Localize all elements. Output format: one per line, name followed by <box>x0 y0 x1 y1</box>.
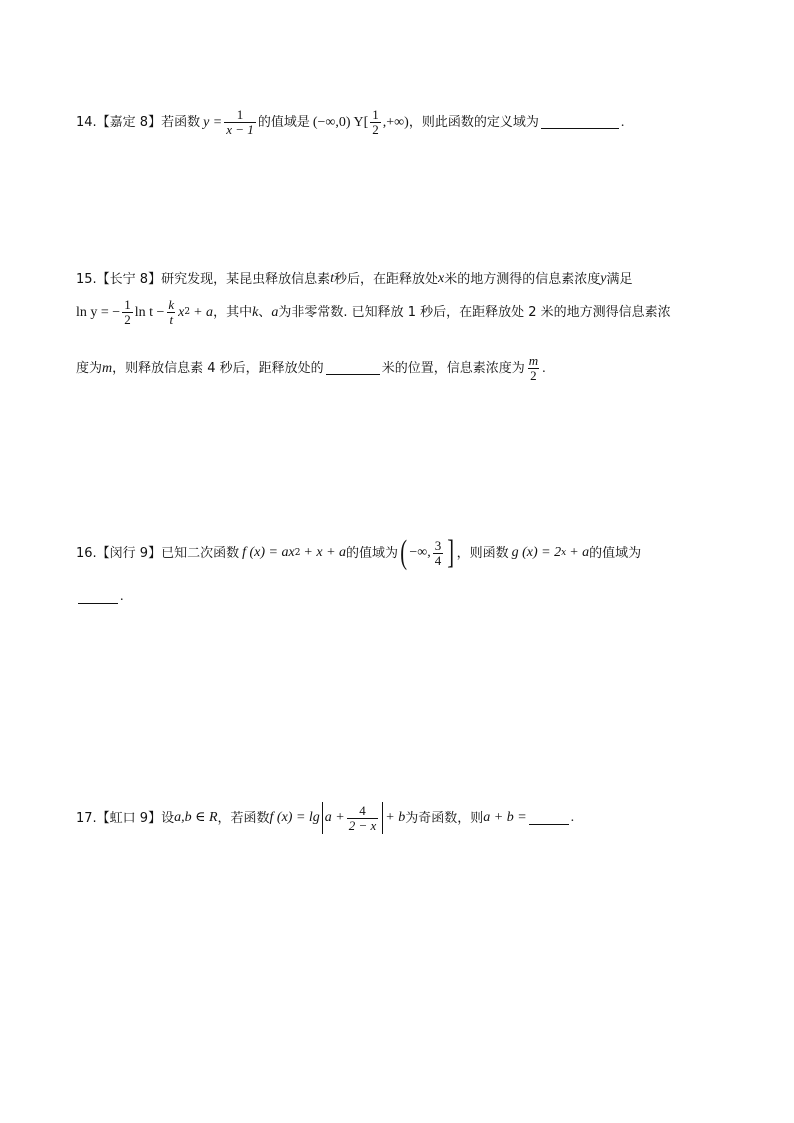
fraction-k-over-t <box>166 298 176 327</box>
answer-blank[interactable] <box>541 116 619 129</box>
answer-blank[interactable] <box>529 812 569 825</box>
problem-17-text: 为奇函数，则 <box>405 810 484 826</box>
variable-y: y <box>600 271 607 286</box>
variable-a: a <box>271 304 279 320</box>
fraction-1-over-x-minus-1 <box>224 108 256 137</box>
fraction-numerator: 1 <box>236 107 244 122</box>
function-f: f (x) = ax <box>242 545 295 560</box>
problem-16-text: 的值域为 <box>589 545 642 561</box>
exponent: 2 <box>184 307 191 317</box>
problem-17-text: 设 <box>161 810 175 826</box>
problem-15-text: 、 <box>258 305 272 320</box>
problem-14-text-1: 若函数 <box>161 115 201 130</box>
problem-17-label: 17.【虹口 9】 <box>76 810 162 826</box>
problem-14-text-3: ，则此函数的定义域为 <box>408 115 539 130</box>
fraction-numerator: m <box>528 353 539 368</box>
problem-15-label: 15.【长宁 8】 <box>76 271 162 287</box>
variable-t: t <box>330 271 334 286</box>
variable-k: k <box>252 304 259 320</box>
neg-infinity: −∞, <box>409 545 431 560</box>
function-g-rest: + a <box>569 545 590 560</box>
variable-m: m <box>102 360 113 376</box>
fraction-denominator: 4 <box>434 552 442 568</box>
variable-x: x <box>178 304 185 320</box>
problem-15-text: ，则释放信息素 4 秒后，距释放处的 <box>112 361 324 376</box>
period: . <box>120 589 124 604</box>
problem-16-label: 16.【闵行 9】 <box>76 545 162 561</box>
range-part-b: ,+∞) <box>382 114 409 130</box>
expr-plus-b: + b <box>385 810 406 825</box>
period: . <box>570 810 575 825</box>
problem-16-text: 已知二次函数 <box>161 545 240 561</box>
fraction-denominator: x − 1 <box>226 122 254 137</box>
fraction-numerator: 1 <box>124 297 131 312</box>
fraction-denominator: t <box>169 312 174 327</box>
exponent: 2 <box>294 547 301 558</box>
abs-bar-right <box>382 802 383 834</box>
function-y: y = <box>203 114 223 130</box>
answer-blank[interactable] <box>78 591 118 604</box>
problem-15-text: ，其中 <box>213 305 253 320</box>
problem-16-text: ，则函数 <box>456 545 509 561</box>
period: . <box>542 360 546 376</box>
function-g: g (x) = 2 <box>511 545 562 560</box>
expr-a-plus-b: a + b = <box>483 810 527 825</box>
fraction-denominator: 2 <box>124 312 131 327</box>
condition-a-b: a,b ∈ R <box>174 810 218 825</box>
problem-15-text: 度为 <box>76 361 103 376</box>
fraction-denominator: 2 <box>372 122 379 137</box>
problem-16-text: 的值域为 <box>346 545 399 561</box>
function-f-rest: + x + a <box>303 545 347 560</box>
fraction-one-half <box>122 298 133 327</box>
fraction-numerator: 3 <box>434 537 442 553</box>
fraction-one-half <box>370 108 381 137</box>
variable-x: x <box>438 271 445 286</box>
problem-14-text-2: 的值域是 <box>257 115 310 130</box>
period: . <box>620 114 625 130</box>
equation-ln-t: ln t − <box>134 304 165 320</box>
problem-15-text: 米的位置，信息素浓度为 <box>381 361 525 376</box>
right-bracket: ] <box>447 534 455 571</box>
equation-ln-y: ln y = − <box>76 304 121 320</box>
fraction-4-over-2-minus-x <box>347 804 379 833</box>
abs-bar-left <box>322 802 323 834</box>
exponent: x <box>561 547 567 558</box>
expr-a-plus: a + <box>324 810 345 825</box>
fraction-m-over-2 <box>527 354 540 383</box>
function-f: f (x) = lg <box>269 810 320 825</box>
range-part-a: (−∞,0) Y[ <box>312 114 369 130</box>
problem-14-label: 14.【嘉定 8】 <box>76 115 162 130</box>
problem-15-text: 满足 <box>606 271 633 287</box>
fraction-denominator: 2 − x <box>348 817 377 833</box>
fraction-numerator: 1 <box>372 107 379 122</box>
problem-15-text: 米的地方测得的信息素浓度 <box>444 271 601 287</box>
fraction-numerator: k <box>168 297 175 312</box>
answer-blank[interactable] <box>326 362 380 375</box>
problem-15-text: 研究发现，某昆虫释放信息素 <box>161 271 331 287</box>
problem-17-text: ，若函数 <box>217 810 270 826</box>
fraction-denominator: 2 <box>530 368 537 383</box>
left-paren: ( <box>400 534 408 571</box>
fraction-three-quarters <box>433 539 444 568</box>
problem-15-text: 为非零常数. 已知释放 1 秒后，在距释放处 2 米的地方测得信息素浓 <box>278 305 671 320</box>
equation-plus-a: + a <box>193 304 214 320</box>
fraction-numerator: 4 <box>359 802 366 818</box>
problem-15-text: 秒后，在距释放处 <box>333 271 438 287</box>
